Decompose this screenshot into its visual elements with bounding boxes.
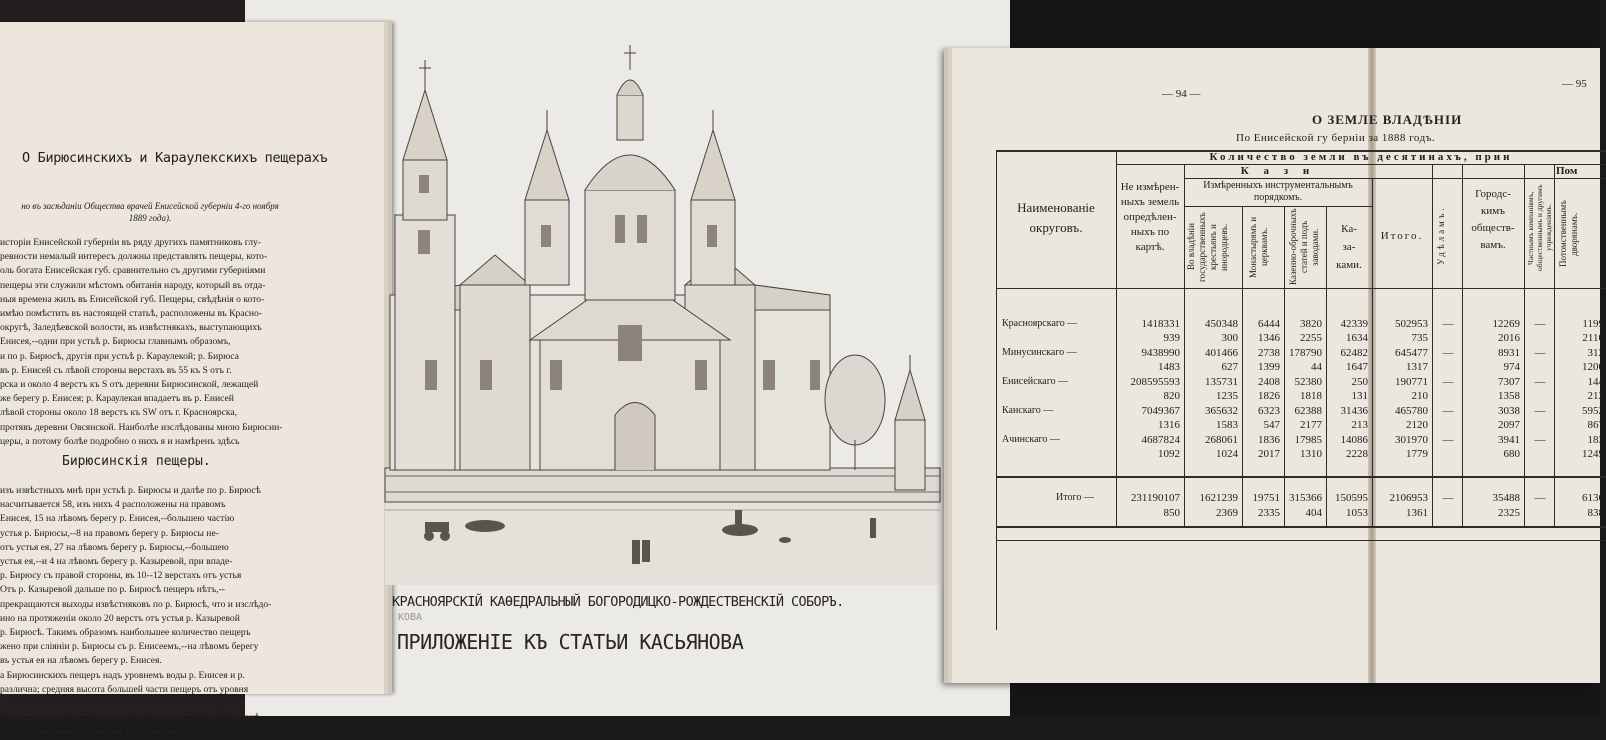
total-value-fraction: 2325 xyxy=(1498,507,1520,519)
cell-value-fraction: 1634 xyxy=(1346,332,1368,344)
cell-value-fraction: 1826 xyxy=(1258,390,1280,402)
cell-value: 502953 xyxy=(1395,318,1428,330)
cell-value-fraction: 1092 xyxy=(1158,448,1180,460)
left-book-page xyxy=(0,22,384,738)
article-title: О Бирюсинскихъ и Караулекскихъ пещерахъ xyxy=(22,150,328,166)
right-book-page xyxy=(952,48,1604,683)
land-ownership-table xyxy=(996,150,1606,640)
total-value-fraction: 1053 xyxy=(1346,507,1368,519)
cell-value: 268061 xyxy=(1205,434,1238,446)
article-subtitle xyxy=(0,200,300,224)
dash-mark: — xyxy=(1442,376,1454,388)
cell-value-fraction: 1024 xyxy=(1216,448,1238,460)
text-line: въ р. Енисей съ лѣвой стороны верстахъ въ 55 къ S отъ г. xyxy=(0,364,232,376)
cell-value: 31436 xyxy=(1340,405,1368,417)
cell-value: 208595593 xyxy=(1130,376,1180,388)
cell-value: 250 xyxy=(1351,376,1368,388)
row-label: Енисейскаго — xyxy=(1002,376,1069,387)
header-band: Количество земли въ десятинахъ, прин xyxy=(1209,151,1513,163)
dash-mark: — xyxy=(1442,347,1454,359)
cell-value-fraction: 1399 xyxy=(1258,361,1280,373)
cell-value: 3038 xyxy=(1498,405,1520,417)
text-line: имѣю помѣстить въ настоящей статьѣ, расположены въ Красно- xyxy=(0,308,262,320)
total-value-fraction: 2335 xyxy=(1258,507,1280,519)
total-value-fraction: 1361 xyxy=(1406,507,1428,519)
cell-value: 1199 xyxy=(1582,318,1604,330)
text-line: и меньшей высотахъ; нѣкоторыя расположены почти на уровнѣ xyxy=(0,712,261,724)
cell-value-fraction: 300 xyxy=(1221,332,1238,344)
cathedral-engraving xyxy=(385,40,940,585)
cell-value: 2738 xyxy=(1258,347,1280,359)
cell-value: 5952 xyxy=(1582,405,1604,417)
cell-value-fraction: 2016 xyxy=(1498,332,1520,344)
total-value: 231190107 xyxy=(1130,492,1180,504)
total-value: 6136 xyxy=(1582,492,1604,504)
dash-mark: — xyxy=(1442,492,1454,504)
text-line: изъ извѣстныхъ мнѣ при устьѣ р. Бирюсы и далѣе по р. Бирюсѣ xyxy=(0,485,261,496)
cell-value: 3820 xyxy=(1300,318,1322,330)
col-header-line: кимъ xyxy=(1481,205,1505,217)
total-value: 150595 xyxy=(1335,492,1368,504)
col-header-unmeasured xyxy=(1117,180,1183,255)
dash-mark: — xyxy=(1442,318,1454,330)
total-value: 1621239 xyxy=(1199,492,1238,504)
col-header-line: обществ- xyxy=(1471,222,1515,234)
col-header-line: картѣ. xyxy=(1135,241,1165,253)
cell-value: 52380 xyxy=(1294,376,1322,388)
dash-mark: — xyxy=(1442,405,1454,417)
cell-value-fraction: 1235 xyxy=(1216,390,1238,402)
row-label: Канскаго — xyxy=(1002,405,1054,416)
text-line: а Бирюсинскихъ пещеръ надъ уровнемъ воды р. Енисея и р. xyxy=(0,669,245,681)
total-row-label: Итого — xyxy=(1056,492,1094,503)
cell-value: 7049367 xyxy=(1141,405,1180,417)
cell-value-fraction: 212 xyxy=(1587,390,1604,402)
cell-value: 465780 xyxy=(1395,405,1428,417)
dash-mark: — xyxy=(1534,347,1546,359)
total-value-fraction: 2369 xyxy=(1216,507,1238,519)
cell-value-fraction: 1346 xyxy=(1258,332,1280,344)
cell-value-fraction: 974 xyxy=(1503,361,1520,373)
plate-caption: КРАСНОЯРСКІЙ КАѲЕДРАЛЬНЫЙ БОГОРОДИЦКО-РОЖДЕСТВЕНСКІЙ СОБОРЪ. xyxy=(392,594,844,610)
dash-mark: — xyxy=(1534,405,1546,417)
total-value: 35488 xyxy=(1492,492,1520,504)
cell-value-fraction: 2017 xyxy=(1258,448,1280,460)
cell-value: 183 xyxy=(1587,434,1604,446)
cell-value: 1836 xyxy=(1258,434,1280,446)
cell-value: 14086 xyxy=(1340,434,1368,446)
text-line: ино на протяженіи около 20 верстъ отъ устья р. Казыревой xyxy=(0,612,240,624)
cell-value: 12269 xyxy=(1492,318,1520,330)
col-header-line: ками. xyxy=(1336,259,1362,271)
cell-value-fraction: 1249 xyxy=(1582,448,1604,460)
section-heading: Бирюсинскія пещеры. xyxy=(62,454,211,469)
text-line: прекращаются выходы извѣстняковъ по р. Бирюсѣ, что и изслѣдо- xyxy=(0,598,272,610)
total-value: 315366 xyxy=(1289,492,1322,504)
cell-value: 301970 xyxy=(1395,434,1428,446)
col-header-line: ныхъ земель xyxy=(1120,196,1180,208)
dash-mark: — xyxy=(1442,434,1454,446)
cell-value: 645477 xyxy=(1395,347,1428,359)
cell-value: 190771 xyxy=(1395,376,1428,388)
col-header-line: Городс- xyxy=(1475,188,1511,200)
col-header-pom: Пом xyxy=(1556,165,1578,177)
page-number-right: — 95 xyxy=(1562,78,1587,90)
row-label: Минусинскаго — xyxy=(1002,347,1077,358)
text-line: въ устья ея на лѣвомъ берегу р. Енисея. xyxy=(0,655,162,667)
text-line: отъ устья ея, 27 на лѣвомъ берегу р. Бирюсы,--большею xyxy=(0,541,229,553)
cell-value: 8931 xyxy=(1498,347,1520,359)
col-header-vt-nobles: Потомственнымъ дворянамъ. xyxy=(1558,200,1579,268)
cell-value-fraction: 1779 xyxy=(1406,448,1428,460)
col-header-kazakami xyxy=(1327,220,1371,274)
cell-value: 4687824 xyxy=(1141,434,1180,446)
text-line: исторіи Енисейской губерніи въ ряду другихъ памятниковъ глу- xyxy=(0,237,261,248)
cell-value-fraction: 627 xyxy=(1221,361,1238,373)
dash-mark: — xyxy=(1534,492,1546,504)
cell-value-fraction: 2110 xyxy=(1582,332,1604,344)
cell-value-fraction: 1647 xyxy=(1346,361,1368,373)
col-header-line: за- xyxy=(1342,241,1356,253)
text-line: жено при сліяніи р. Бирюсы съ р. Енисеемъ,--на лѣвомъ берегу xyxy=(0,641,259,653)
cell-value-fraction: 1483 xyxy=(1158,361,1180,373)
cell-value: 9438990 xyxy=(1141,347,1180,359)
text-line: различна; средняя высота большей части пещеръ отъ уровня xyxy=(0,683,249,695)
col-header-vt-churches: Монастырямъ и церквамъ. xyxy=(1248,216,1269,278)
group-header-kazna: К а з н xyxy=(1240,165,1316,177)
text-line: насчитывается 58, изъ нихъ 4 расположены на правомъ xyxy=(0,499,226,511)
table-subtitle: По Енисейской гу берніи за 1888 годъ. xyxy=(1236,132,1436,144)
cell-value-fraction: 1317 xyxy=(1406,361,1428,373)
text-line: лѣвой стороны около 18 верстъ къ SW отъ г. Красноярска, xyxy=(0,407,238,419)
text-line: и по р. Бирюсѣ, другія при устьѣ р. Караулекой; р. Бирюса xyxy=(0,350,239,362)
text-line: Енисея,--одни при устьѣ р. Бирюсы главнымъ образомъ, xyxy=(0,336,231,348)
text-line: ревности немалый интересъ должны представлять пещеры, кото- xyxy=(0,251,268,263)
text-line: церы, а потому болѣе подробно о нихъ я и намѣренъ здѣсь xyxy=(0,435,240,447)
cell-value: 7307 xyxy=(1498,376,1520,388)
text-line: р. Бирюсу съ правой стороны, въ 10--12 верстахъ отъ устья xyxy=(0,570,242,582)
cell-value-fraction: 2177 xyxy=(1300,419,1322,431)
cell-value-fraction: 680 xyxy=(1503,448,1520,460)
total-value: 2106953 xyxy=(1389,492,1428,504)
cell-value-fraction: 1316 xyxy=(1158,419,1180,431)
cell-value: 2408 xyxy=(1258,376,1280,388)
text-line: устья ея,--и 4 на лѣвомъ берегу р. Казыревой, при впаде- xyxy=(0,556,233,568)
cell-value: 1418331 xyxy=(1141,318,1180,330)
text-line: Енисея, 15 на лѣвомъ берегу р. Енисея,--большею частію xyxy=(0,513,235,525)
cell-value-fraction: 735 xyxy=(1411,332,1428,344)
col-header-name xyxy=(1000,198,1112,238)
table-title: О ЗЕМЛЕ ВЛАДѢНІИ xyxy=(1312,112,1463,127)
row-label: Ачинскаго — xyxy=(1002,434,1060,445)
cell-value-fraction: 867 xyxy=(1587,419,1604,431)
total-value-fraction: 838 xyxy=(1587,507,1604,519)
cell-value-fraction: 820 xyxy=(1163,390,1180,402)
dash-mark: — xyxy=(1534,318,1546,330)
cell-value-fraction: 44 xyxy=(1311,361,1322,373)
paragraph-caves xyxy=(0,484,308,740)
text-line: Отъ р. Казыревой дальше по р. Бирюсѣ пещеръ нѣтъ,-- xyxy=(0,584,225,596)
cell-value-fraction: 939 xyxy=(1163,332,1180,344)
cell-value-fraction: 213 xyxy=(1351,419,1368,431)
group-header-measured: Измѣренныхъ инструментальнымъ порядкомъ. xyxy=(1203,180,1353,203)
paragraph-intro xyxy=(0,236,308,449)
dash-mark: — xyxy=(1534,434,1546,446)
col-header-gorod xyxy=(1463,186,1523,254)
cell-value: 3941 xyxy=(1498,434,1520,446)
cell-value: 42339 xyxy=(1340,318,1368,330)
col-header-name-line: округовъ. xyxy=(1029,220,1083,235)
cell-value-fraction: 210 xyxy=(1411,390,1428,402)
cell-value-fraction: 2255 xyxy=(1300,332,1322,344)
text-line: р. Бирюсѣ. Такимъ образомъ наибольшее количество пещеръ xyxy=(0,627,251,639)
cell-value: 17985 xyxy=(1294,434,1322,446)
text-line: ходитъ до 40--50 саж.; есть между ними немного пещеръ на xyxy=(0,698,245,710)
cell-value: 365632 xyxy=(1205,405,1238,417)
total-value: 19751 xyxy=(1252,492,1280,504)
cell-value-fraction: 2228 xyxy=(1346,448,1368,460)
col-header-line: вамъ. xyxy=(1480,239,1506,251)
cell-value-fraction: 1583 xyxy=(1216,419,1238,431)
cell-value-fraction: 1200 xyxy=(1582,361,1604,373)
text-line: округѣ, Заледѣевской волости, въ извѣстнякахъ, выступающихъ xyxy=(0,322,262,334)
cell-value-fraction: 131 xyxy=(1351,390,1368,402)
cell-value: 6323 xyxy=(1258,405,1280,417)
text-line: протявъ деревни Овсянской. Наиболѣе изслѣдованы мною Бирюсин- xyxy=(0,421,283,433)
cell-value: 178790 xyxy=(1289,347,1322,359)
col-header-line: Не измѣрен- xyxy=(1120,181,1180,193)
total-value-fraction: 850 xyxy=(1163,507,1180,519)
col-header-vt-peasants: Во владѣніи государственныхъ крестьянъ и инородцевъ. xyxy=(1186,212,1229,282)
text-line: оль богата Енисейская губ. сравнительно съ другими губерніями xyxy=(0,265,266,277)
dash-mark: — xyxy=(1534,376,1546,388)
col-header-vt-obrok: Казенно-оброчныхъ статей и подъ заводами. xyxy=(1288,208,1320,286)
cell-value: 62482 xyxy=(1340,347,1368,359)
plate-stamp: КОВА xyxy=(398,612,423,623)
col-header-itogo: Итого. xyxy=(1380,230,1424,242)
cell-value-fraction: 2120 xyxy=(1406,419,1428,431)
cell-value: 6444 xyxy=(1258,318,1280,330)
col-header-line: ныхъ по xyxy=(1130,226,1170,238)
text-line: ныя времена жилъ въ Енисейской губ. Пещеры, свѣдѣнія о кото- xyxy=(0,293,265,305)
cell-value: 62388 xyxy=(1294,405,1322,417)
cell-value: 135731 xyxy=(1205,376,1238,388)
cell-value-fraction: 1310 xyxy=(1300,448,1322,460)
col-header-vt-companies: Частнымъ компаніямъ, общественнымъ и другимъ учрежденіямъ. xyxy=(1526,184,1553,272)
page-number-left: — 94 — xyxy=(1162,88,1201,100)
subtitle-line: 1889 года). xyxy=(128,213,172,223)
cell-value-fraction: 2097 xyxy=(1498,419,1520,431)
text-line: пещеры эти служили мѣстомъ обитанія народу, который въ отда- xyxy=(0,279,266,291)
cell-value-fraction: 547 xyxy=(1263,419,1280,431)
cell-value: 450348 xyxy=(1205,318,1238,330)
col-header-line: опредѣлен- xyxy=(1123,211,1177,223)
text-line: воды и въ весеннее половодье затопляются водою. xyxy=(0,726,207,738)
total-value-fraction: 404 xyxy=(1305,507,1322,519)
col-header-udely: Удѣламъ. xyxy=(1436,205,1446,265)
appendix-label: ПРИЛОЖЕНІЕ КЪ СТАТЬИ КАСЬЯНОВА xyxy=(397,630,744,654)
text-line: рска и около 4 верстъ къ S отъ деревни Бирюсинской, лежащей xyxy=(0,379,259,391)
cell-value-fraction: 1358 xyxy=(1498,390,1520,402)
subtitle-line: но въ засѣданіи Общества врачей Енисейской губерніи 4-го ноября xyxy=(21,201,279,211)
col-header-name-line: Наименованіе xyxy=(1017,200,1095,215)
text-line: же берегу р. Енисея; р. Караулекая впадаетъ въ р. Енисей xyxy=(0,393,234,405)
text-line: устья р. Бирюсы,--8 на правомъ берегу р. Бирюсы не- xyxy=(0,527,219,539)
col-header-line: Ка- xyxy=(1341,223,1357,235)
row-label: Красноярскаго — xyxy=(1002,318,1078,329)
cell-value: 312 xyxy=(1587,347,1604,359)
cell-value-fraction: 1818 xyxy=(1300,390,1322,402)
cell-value: 144 xyxy=(1587,376,1604,388)
cell-value: 401466 xyxy=(1205,347,1238,359)
